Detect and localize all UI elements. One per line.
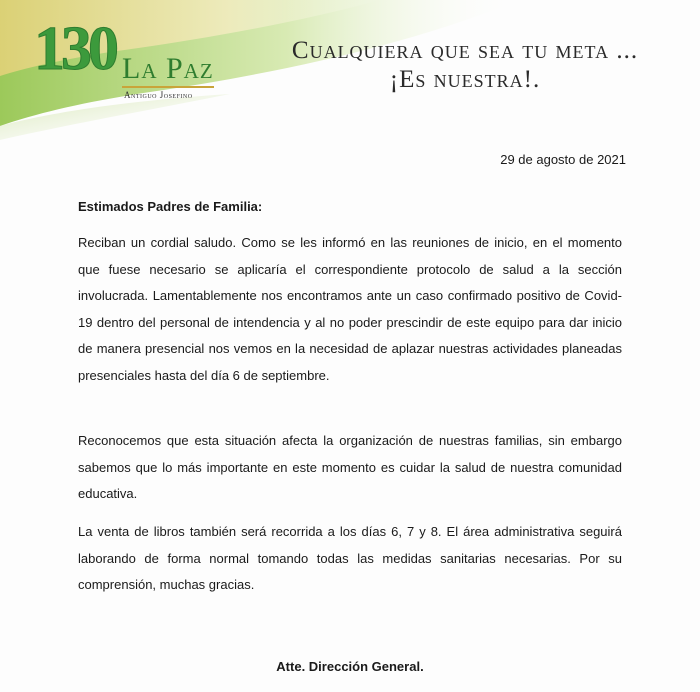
logo-name: La Paz [122,52,214,85]
letter-date: 29 de agosto de 2021 [500,152,626,167]
slogan [255,36,675,94]
logo-subtitle: Antiguo Josefino [124,90,193,100]
slogan-line-2: ¡Es nuestra!. [389,66,541,93]
letter-signature: Atte. Dirección General. [276,659,424,674]
letter-paragraph-3: La venta de libros también será recorrida a los días 6, 7 y 8. El área administrativa seguirá laborando de forma normal tomando todas las medidas sanitarias necesarias. Por su comprensión, muchas gracias. [78,524,622,592]
school-logo [30,14,230,104]
letter-greeting: Estimados Padres de Familia: [78,199,263,214]
logo-number: 130 [34,15,115,83]
letter-paragraph-1: Reciban un cordial saludo. Como se les informó en las reuniones de inicio, en el momento que fuese necesario se aplicaría el correspondiente protocolo de salud a la sección involucrada. Lamentablemente nos encontramos ante un caso confirmado positivo de Covid-19 dentro del personal de intendencia y al no poder prescindir de este equipo para dar inicio de manera presencial nos vemos en la necesidad de aplazar nuestras actividades planeadas presenciales hasta del día 6 de septiembre. [78,235,622,383]
letter-paragraph-2: Reconocemos que esta situación afecta la organización de nuestras familias, sin embargo sabemos que lo más importante en este momento es cuidar la salud de nuestra comunidad educativa. [78,433,622,501]
logo-underline [122,86,214,88]
slogan-line-1: Cualquiera que sea tu meta ... [291,37,639,64]
